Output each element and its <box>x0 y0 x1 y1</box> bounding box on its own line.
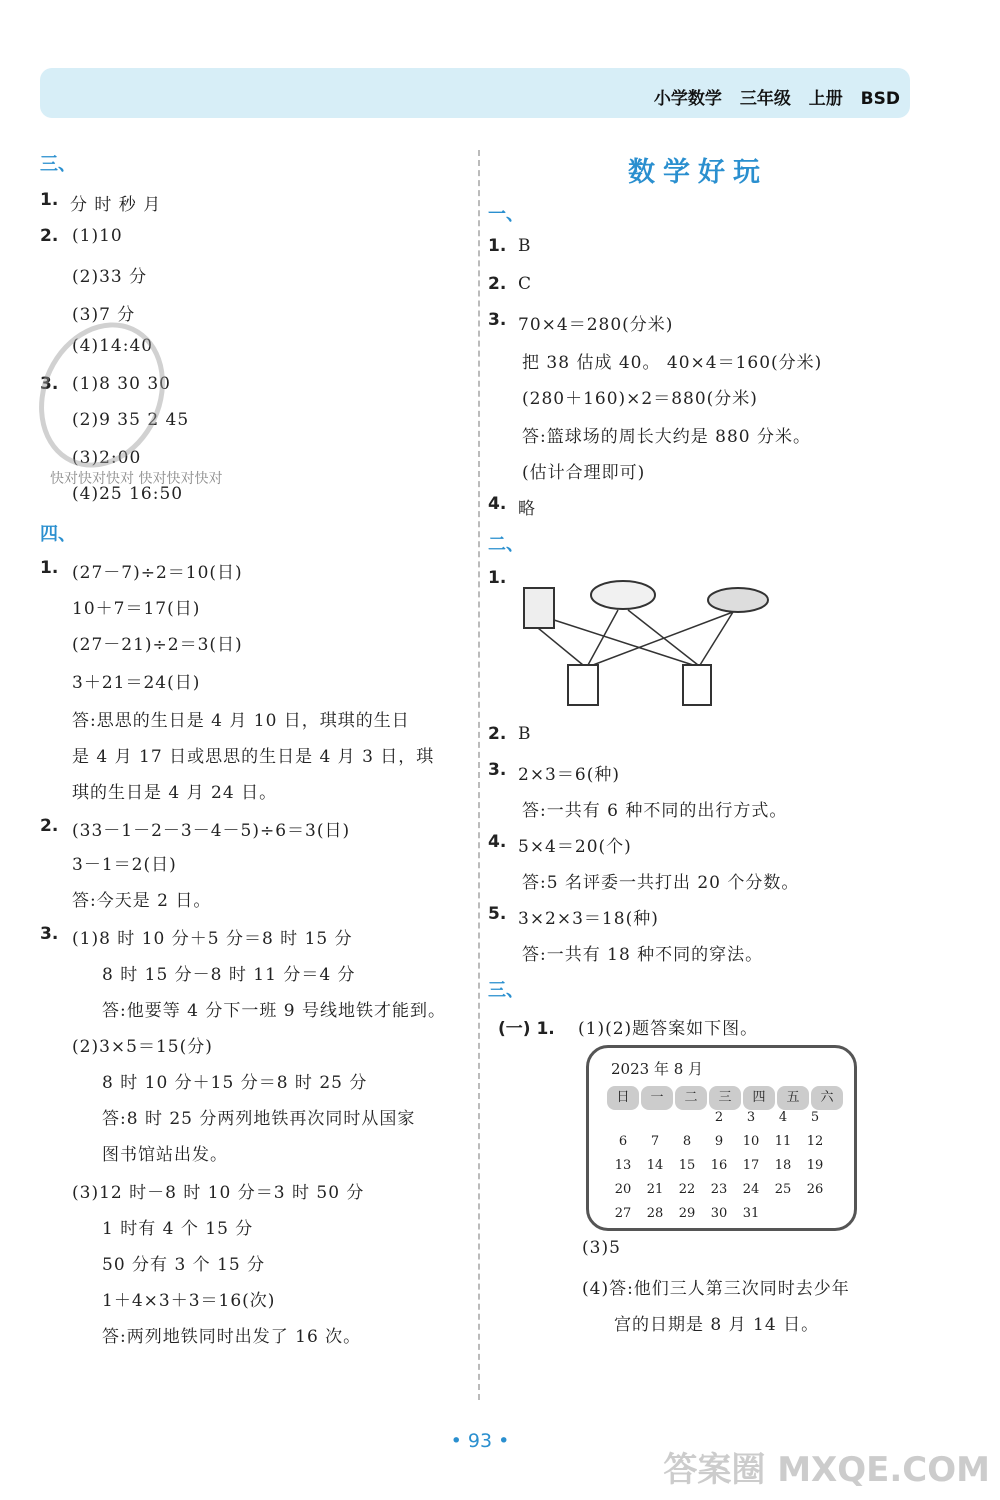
a3-line: (估计合理即可) <box>522 463 646 483</box>
steamer-icon <box>591 581 655 609</box>
calendar-row <box>607 1110 845 1134</box>
p1-line: 10＋7＝17(日) <box>72 599 201 619</box>
section-3-heading: 三、 <box>488 980 524 1001</box>
calendar-day: 6 <box>618 1134 628 1149</box>
b3-line: 2×3＝6(种) <box>518 765 620 785</box>
p3-line: (3)12 时－8 时 10 分＝3 时 50 分 <box>72 1183 365 1203</box>
p3-line: 8 时 15 分－8 时 11 分＝4 分 <box>102 965 356 985</box>
bread-icon <box>708 588 768 612</box>
corner-watermark: 答案圈 MXQE.COM <box>663 1450 990 1490</box>
p3-line: 1＋4×3＋3＝16(次) <box>102 1291 276 1311</box>
a3-line: 70×4＝280(分米) <box>518 315 674 335</box>
section-1-heading: 一、 <box>488 204 524 225</box>
q2-line: (1)10 <box>72 226 123 246</box>
watermark-circle <box>16 302 188 489</box>
b2-answer: B <box>518 724 532 744</box>
section-3-heading: 三、 <box>40 154 76 175</box>
a3-line: (280＋160)×2＝880(分米) <box>522 389 758 409</box>
calendar <box>586 1045 857 1231</box>
p2-line: 3－1＝2(日) <box>72 855 177 875</box>
weekday: 一 <box>641 1086 673 1110</box>
calendar-day <box>671 1110 703 1134</box>
match-line <box>628 610 698 665</box>
watermark-text: 快对快对快对 快对快对快对 <box>50 471 223 487</box>
a3-line: 把 38 估成 40。 40×4＝160(分米) <box>522 353 823 373</box>
c4-line: 宫的日期是 8 月 14 日。 <box>614 1315 820 1335</box>
p3-line: (2)3×5＝15(分) <box>72 1037 213 1057</box>
q-number: 4. <box>488 494 507 514</box>
food-bag-icon <box>524 588 554 628</box>
q-number: 2. <box>40 226 59 246</box>
q2-line: (2)33 分 <box>72 267 148 287</box>
calendar-day: 16 <box>710 1158 728 1173</box>
calendar-row <box>607 1158 845 1182</box>
calendar-day: 4 <box>778 1110 788 1125</box>
calendar-day: 13 <box>614 1158 632 1173</box>
calendar-day: 19 <box>806 1158 824 1173</box>
calendar-day: 30 <box>710 1206 728 1221</box>
calendar-day: 20 <box>614 1182 632 1197</box>
calendar-day: 17 <box>742 1158 760 1173</box>
header-title: 小学数学 三年级 上册 BSD <box>653 89 900 109</box>
a4-answer: 略 <box>518 499 536 519</box>
calendar-day: 5 <box>810 1110 820 1125</box>
calendar-title: 2023 年 8 月 <box>611 1060 704 1078</box>
section-2-heading: 二、 <box>488 534 524 555</box>
p2-line: (33－1－2－3－4－5)÷6＝3(日) <box>72 821 351 841</box>
p2-line: 答:今天是 2 日。 <box>72 891 212 911</box>
calendar-day: 29 <box>678 1206 696 1221</box>
q2-line: (3)7 分 <box>72 305 136 325</box>
calendar-day: 15 <box>678 1158 696 1173</box>
p3-line: (1)8 时 10 分＋5 分＝8 时 15 分 <box>72 929 353 949</box>
p3-line: 答:他要等 4 分下一班 9 号线地铁才能到。 <box>102 1001 446 1021</box>
section-title: 数学好玩 <box>628 157 768 188</box>
calendar-day: 10 <box>742 1134 760 1149</box>
calendar-day: 12 <box>806 1134 824 1149</box>
calendar-day: 11 <box>774 1134 792 1149</box>
calendar-grid <box>607 1086 845 1230</box>
p1-line: 答:思思的生日是 4 月 10 日，琪琪的生日 <box>72 711 410 731</box>
p3-line: 图书馆站出发。 <box>102 1145 228 1165</box>
q3-line: (1)8 30 30 <box>72 374 171 394</box>
q-number: 1. <box>488 236 507 256</box>
match-line <box>538 628 583 665</box>
q3-line: (4)25 16:50 <box>72 484 184 504</box>
drink-cup-icon <box>683 665 711 705</box>
q-number: 1. <box>40 558 59 578</box>
weekday: 六 <box>811 1086 843 1110</box>
q-number: 3. <box>488 760 507 780</box>
calendar-day: 25 <box>774 1182 792 1197</box>
q2-line: (4)14:40 <box>72 336 154 356</box>
calendar-day: 8 <box>682 1134 692 1149</box>
column-divider <box>478 150 480 1400</box>
q-number: 2. <box>488 724 507 744</box>
calendar-day: 14 <box>646 1158 664 1173</box>
p1-line: 3＋21＝24(日) <box>72 673 201 693</box>
calendar-row <box>607 1134 845 1158</box>
b4-line: 答:5 名评委一共打出 20 个分数。 <box>522 873 800 893</box>
calendar-row <box>607 1206 845 1230</box>
calendar-day <box>799 1206 831 1230</box>
weekday: 四 <box>743 1086 775 1110</box>
q-number: 3. <box>40 374 59 394</box>
b5-line: 3×2×3＝18(种) <box>518 909 659 929</box>
page-number: • 93 • <box>450 1430 510 1452</box>
calendar-weekday-row <box>607 1086 845 1110</box>
weekday: 二 <box>675 1086 707 1110</box>
p1-line: (27－7)÷2＝10(日) <box>72 563 243 583</box>
p3-line: 答:8 时 25 分两列地铁再次同时从国家 <box>102 1109 416 1129</box>
q-number: 3. <box>488 310 507 330</box>
calendar-day: 22 <box>678 1182 696 1197</box>
q-number: 2. <box>40 816 59 836</box>
calendar-day: 31 <box>742 1206 760 1221</box>
weekday: 五 <box>777 1086 809 1110</box>
matching-illustration <box>518 570 778 710</box>
calendar-day: 21 <box>646 1182 664 1197</box>
calendar-day: 2 <box>714 1110 724 1125</box>
q-number: 1. <box>40 190 59 210</box>
q3-line: (2)9 35 2 45 <box>72 410 190 430</box>
calendar-day: 18 <box>774 1158 792 1173</box>
calendar-row <box>607 1182 845 1206</box>
q-number: 5. <box>488 904 507 924</box>
p3-line: 8 时 10 分＋15 分＝8 时 25 分 <box>102 1073 368 1093</box>
a1-answer: B <box>518 236 532 256</box>
calendar-day <box>639 1110 671 1134</box>
calendar-day: 23 <box>710 1182 728 1197</box>
cup-icon <box>568 665 598 705</box>
c3-answer: (3)5 <box>582 1238 621 1258</box>
calendar-day: 7 <box>650 1134 660 1149</box>
c4-line: (4)答:他们三人第三次同时去少年 <box>582 1279 850 1299</box>
b4-line: 5×4＝20(个) <box>518 837 632 857</box>
weekday: 三 <box>709 1086 741 1110</box>
a3-line: 答:篮球场的周长大约是 880 分米。 <box>522 427 811 447</box>
p1-line: (27－21)÷2＝3(日) <box>72 635 243 655</box>
p3-line: 50 分有 3 个 15 分 <box>102 1255 266 1275</box>
match-line <box>593 612 733 665</box>
calendar-day <box>767 1206 799 1230</box>
q1-answer: 分 时 秒 月 <box>70 195 162 215</box>
weekday: 日 <box>607 1086 639 1110</box>
match-line <box>700 612 733 665</box>
calendar-day: 9 <box>714 1134 724 1149</box>
calendar-day: 28 <box>646 1206 664 1221</box>
p1-line: 琪的生日是 4 月 24 日。 <box>72 783 278 803</box>
b5-line: 答:一共有 18 种不同的穿法。 <box>522 945 764 965</box>
calendar-day: 26 <box>806 1182 824 1197</box>
calendar-day: 27 <box>614 1206 632 1221</box>
calendar-day: 3 <box>746 1110 756 1125</box>
p3-line: 答:两列地铁同时出发了 16 次。 <box>102 1327 362 1347</box>
q3-line: (3)2:00 <box>72 448 142 468</box>
b3-line: 答:一共有 6 种不同的出行方式。 <box>522 801 788 821</box>
a2-answer: C <box>518 274 533 294</box>
calendar-day: 24 <box>742 1182 760 1197</box>
p1-line: 是 4 月 17 日或思思的生日是 4 月 3 日，琪 <box>72 747 435 767</box>
calendar-day <box>607 1110 639 1134</box>
sub-question-label: (一) 1. <box>498 1019 555 1039</box>
q-number: 4. <box>488 832 507 852</box>
p3-line: 1 时有 4 个 15 分 <box>102 1219 254 1239</box>
q-number: 2. <box>488 274 507 294</box>
section-4-heading: 四、 <box>40 524 76 545</box>
q-number: 3. <box>40 924 59 944</box>
q-number: 1. <box>488 568 507 588</box>
c-intro-text: (1)(2)题答案如下图。 <box>578 1019 759 1039</box>
